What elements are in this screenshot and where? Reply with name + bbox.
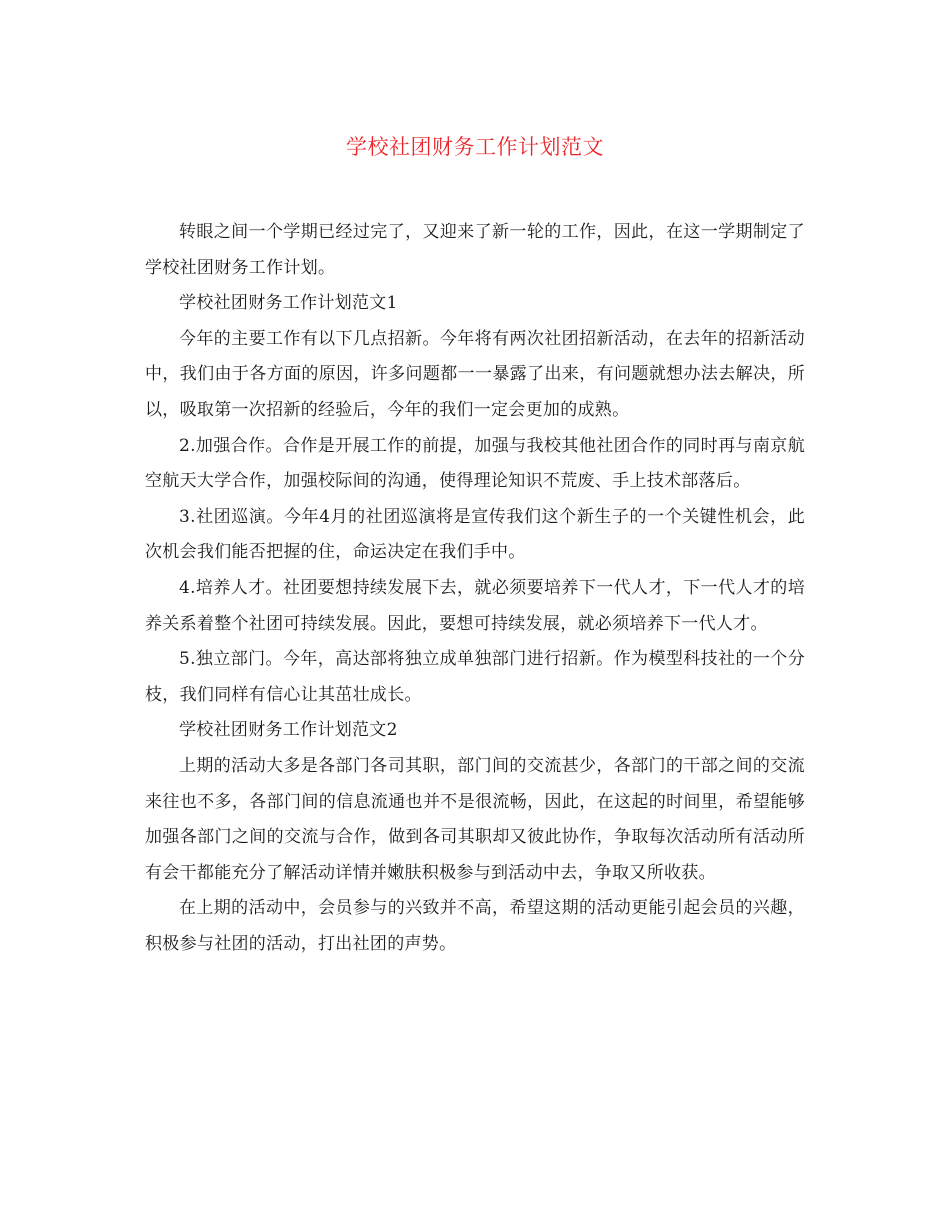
paragraph-tour: 3.社团巡演。今年4月的社团巡演将是宣传我们这个新生子的一个关键性机会，此次机会我们能否把握的住，命运决定在我们手中。 xyxy=(145,506,805,563)
document-title: 学校社团财务工作计划范文 xyxy=(346,135,604,159)
paragraph-communication: 上期的活动大多是各部门各司其职，部门间的交流甚少，各部门的干部之间的交流来往也不多，各部门间的信息流通也并不是很流畅，因此，在这起的时间里，希望能够加强各部门之间的交流与合作，做到各司其职却又彼此协作，争取每次活动所有活动所有会干都能充分了解活动详情并嫩肤积极参与到活动中去，争取又所收获。 xyxy=(145,755,805,883)
document-body xyxy=(145,215,805,962)
section-heading-2: 学校社团财务工作计划范文2 xyxy=(179,720,398,741)
paragraph-intro: 转眼之间一个学期已经过完了，又迎来了新一轮的工作，因此，在这一学期制定了学校社团财务工作计划。 xyxy=(145,222,805,278)
section-heading-1: 学校社团财务工作计划范文1 xyxy=(179,293,398,314)
paragraph-department: 5.独立部门。今年，高达部将独立成单独部门进行招新。作为模型科技社的一个分枝，我们同样有信心让其茁壮成长。 xyxy=(145,649,805,705)
paragraph-cooperation: 2.加强合作。合作是开展工作的前提，加强与我校其他社团合作的同时再与南京航空航天大学合作，加强校际间的沟通，使得理论知识不荒废、手上技术部落后。 xyxy=(145,435,805,492)
paragraph-recruitment: 今年的主要工作有以下几点招新。今年将有两次社团招新活动，在去年的招新活动中，我们由于各方面的原因，许多问题都一一暴露了出来，有问题就想办法去解决，所以，吸取第一次招新的经验后，今年的我们一定会更加的成熟。 xyxy=(145,328,805,420)
paragraph-talent: 4.培养人才。社团要想持续发展下去，就必须要培养下一代人才，下一代人才的培养关系着整个社团可持续发展。因此，要想可持续发展，就必须培养下一代人才。 xyxy=(145,577,805,634)
paragraph-participation: 在上期的活动中，会员参与的兴致并不高，希望这期的活动更能引起会员的兴趣，积极参与社团的活动，打出社团的声势。 xyxy=(145,898,805,954)
